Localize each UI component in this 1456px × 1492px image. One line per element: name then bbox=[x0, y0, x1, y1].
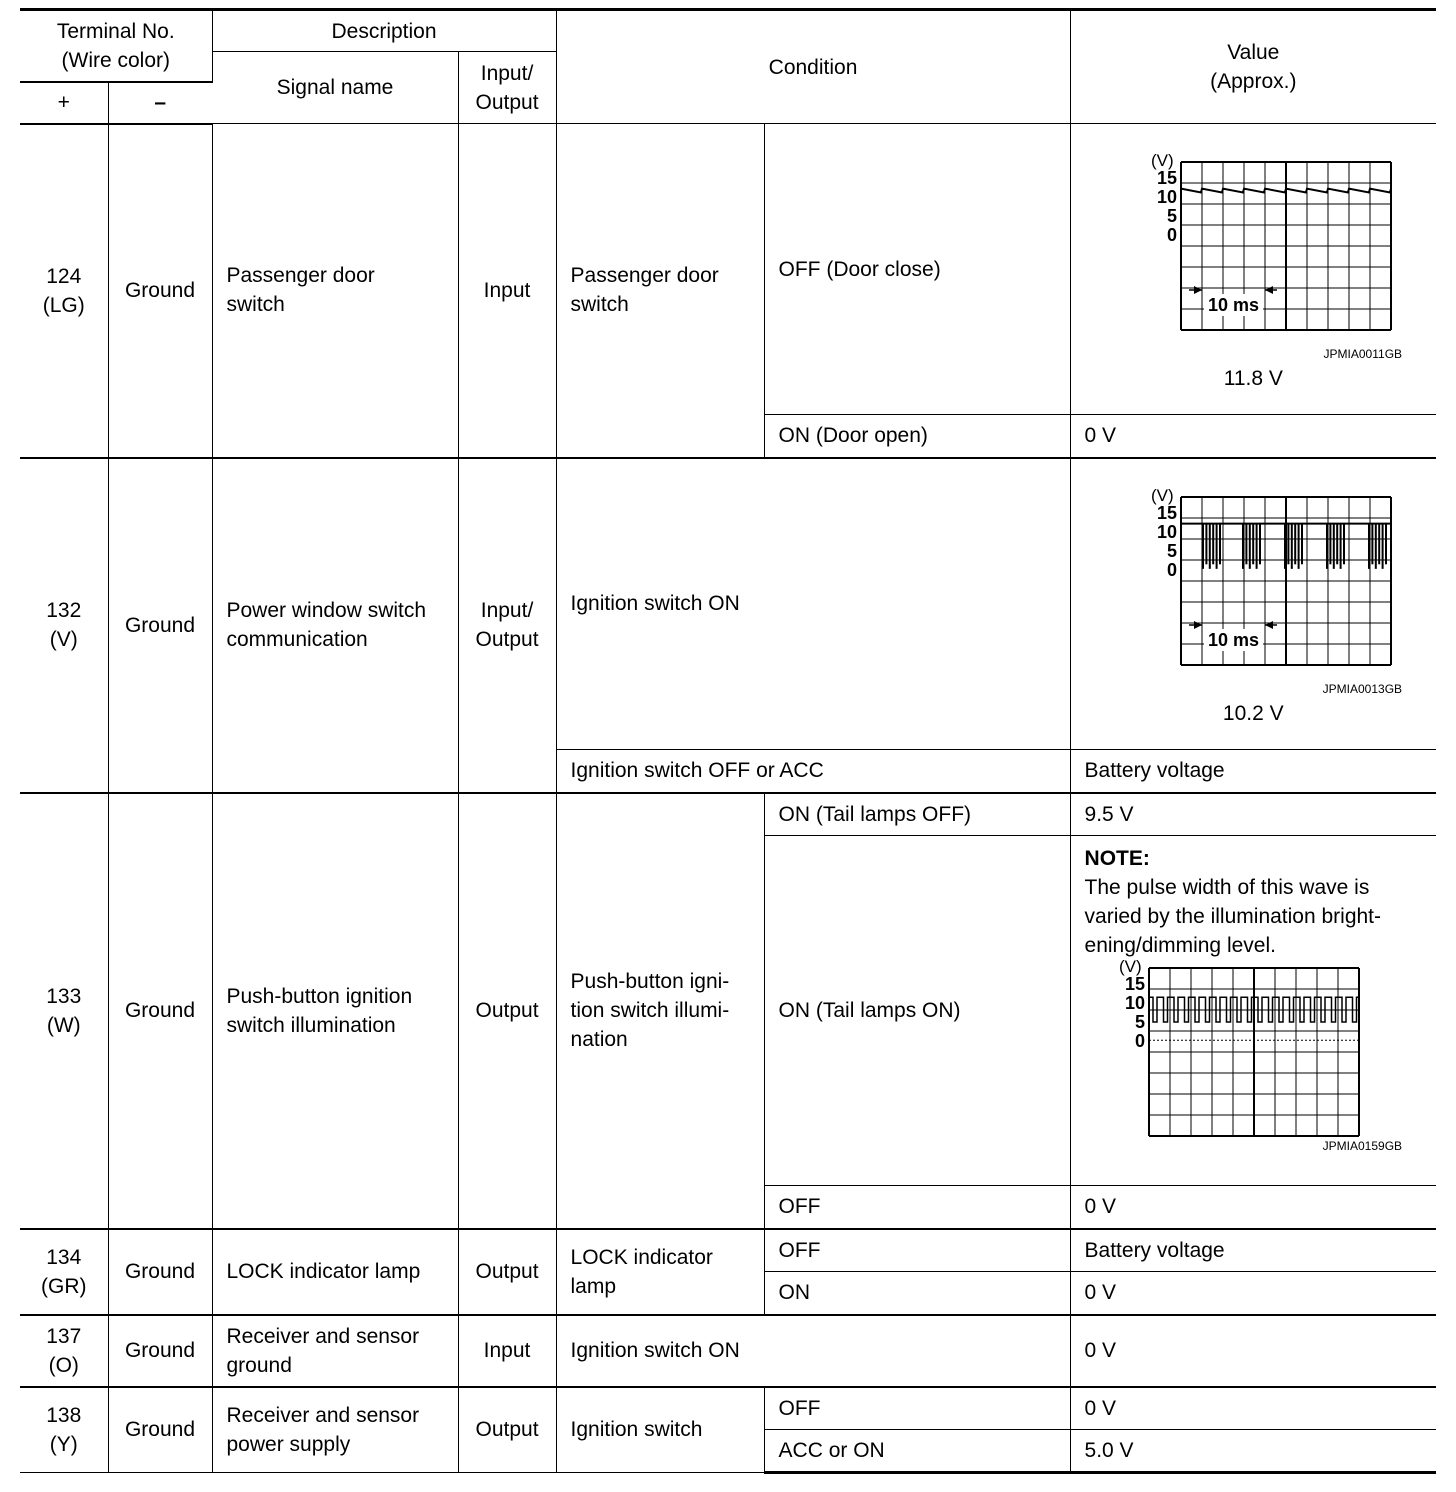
time-marker-arrow bbox=[1265, 286, 1273, 294]
y-tick-label: 0 bbox=[1134, 1031, 1145, 1051]
terminal-cell: 138 (Y) bbox=[20, 1387, 108, 1473]
time-marker-arrow bbox=[1194, 286, 1202, 294]
sub-condition-cell: OFF bbox=[764, 1229, 1070, 1272]
signal-name-cell: Power window switch communication bbox=[212, 458, 458, 793]
figure-code: JPMIA0011GB bbox=[1323, 347, 1403, 361]
signal-name-cell: Receiver and sensor power supply bbox=[212, 1387, 458, 1473]
io-cell: Input bbox=[458, 124, 556, 458]
header-value: Value (Approx.) bbox=[1070, 10, 1436, 124]
value-cell: 0 V bbox=[1070, 1272, 1436, 1315]
header-input-output: Input/ Output bbox=[458, 52, 556, 124]
value-cell: Battery voltage bbox=[1070, 1229, 1436, 1272]
io-cell: Input/ Output bbox=[458, 458, 556, 793]
condition-cell: Passenger door switch bbox=[556, 124, 764, 458]
ground-cell: Ground bbox=[108, 124, 212, 458]
sub-condition-cell: ON (Door open) bbox=[764, 415, 1070, 458]
header-signal-name: Signal name bbox=[212, 52, 458, 124]
header-description: Description bbox=[212, 10, 556, 52]
sub-condition-cell: OFF bbox=[764, 1186, 1070, 1229]
condition-cell: Ignition switch ON bbox=[556, 1315, 1070, 1387]
signal-name-cell: Receiver and sensor ground bbox=[212, 1315, 458, 1387]
ground-cell: Ground bbox=[108, 1229, 212, 1315]
note-cell bbox=[1070, 836, 1436, 1186]
measured-value: 11.8 V bbox=[1223, 367, 1283, 390]
value-cell: 0 V bbox=[1070, 1315, 1436, 1387]
sub-condition-cell: ON bbox=[764, 1272, 1070, 1315]
header-plus: + bbox=[20, 82, 108, 124]
sub-condition-cell: ON (Tail lamps OFF) bbox=[764, 793, 1070, 836]
y-tick-label: 10 bbox=[1124, 993, 1145, 1013]
ground-cell: Ground bbox=[108, 1315, 212, 1387]
axis-unit-label: (V) bbox=[1151, 485, 1174, 505]
oscilloscope-waveform bbox=[1103, 481, 1403, 681]
header-condition: Condition bbox=[556, 10, 1070, 124]
terminal-cell: 133 (W) bbox=[20, 793, 108, 1229]
waveform-cell bbox=[1070, 458, 1436, 750]
oscilloscope-waveform bbox=[1071, 960, 1371, 1138]
signal-name-cell: Push-button ignition switch illumination bbox=[212, 793, 458, 1229]
table-row-133 bbox=[20, 793, 1436, 836]
figure-code: JPMIA0013GB bbox=[1322, 681, 1403, 696]
terminal-table bbox=[20, 8, 1436, 1474]
condition-cell: LOCK indicator lamp bbox=[556, 1229, 764, 1315]
figure-code: JPMIA0159GB bbox=[1322, 1139, 1403, 1153]
value-cell: 0 V bbox=[1070, 1186, 1436, 1229]
signal-name-cell: LOCK indicator lamp bbox=[212, 1229, 458, 1315]
axis-unit-label: (V) bbox=[1151, 151, 1174, 170]
table-row-138 bbox=[20, 1387, 1436, 1430]
y-tick-label: 5 bbox=[1167, 540, 1178, 561]
io-cell: Output bbox=[458, 793, 556, 1229]
header-terminal-no: Terminal No. (Wire color) bbox=[20, 10, 212, 82]
terminal-cell: 137 (O) bbox=[20, 1315, 108, 1387]
y-tick-label: 15 bbox=[1157, 502, 1178, 523]
y-tick-label: 10 bbox=[1157, 187, 1178, 207]
condition-cell: Ignition switch ON bbox=[556, 458, 1070, 750]
y-tick-label: 10 bbox=[1157, 521, 1178, 542]
value-cell: Battery voltage bbox=[1070, 750, 1436, 793]
measured-value: 10.2 V bbox=[1222, 701, 1284, 725]
condition-cell: Ignition switch bbox=[556, 1387, 764, 1473]
value-cell: 0 V bbox=[1070, 415, 1436, 458]
condition-cell: Ignition switch OFF or ACC bbox=[556, 750, 1070, 793]
sub-condition-cell: OFF (Door close) bbox=[764, 124, 1070, 415]
y-tick-label: 0 bbox=[1167, 559, 1178, 580]
time-marker-arrow bbox=[1194, 621, 1202, 629]
terminal-cell: 132 (V) bbox=[20, 458, 108, 793]
y-tick-label: 0 bbox=[1167, 225, 1178, 245]
condition-cell: Push-button igni- tion switch illumi- nation bbox=[556, 793, 764, 1229]
table-row-134 bbox=[20, 1229, 1436, 1272]
y-tick-label: 5 bbox=[1167, 206, 1178, 226]
ground-cell: Ground bbox=[108, 793, 212, 1229]
signal-name-cell: Passenger door switch bbox=[212, 124, 458, 458]
io-cell: Output bbox=[458, 1387, 556, 1473]
sub-condition-cell: ACC or ON bbox=[764, 1430, 1070, 1473]
time-marker-arrow bbox=[1265, 621, 1273, 629]
note-text: The pulse width of this wave is varied by the illumination bright- ening/dimming level. bbox=[1084, 876, 1382, 957]
table-row-132 bbox=[20, 458, 1436, 750]
time-scale-label: 10 ms bbox=[1208, 295, 1260, 315]
waveform-cell bbox=[1070, 124, 1436, 415]
value-cell: 5.0 V bbox=[1070, 1430, 1436, 1473]
y-tick-label: 5 bbox=[1134, 1012, 1145, 1032]
sub-condition-cell: ON (Tail lamps ON) bbox=[764, 836, 1070, 1186]
terminal-cell: 124 (LG) bbox=[20, 124, 108, 458]
table-row-137 bbox=[20, 1315, 1436, 1387]
header-minus: – bbox=[108, 82, 212, 124]
value-cell: 9.5 V bbox=[1070, 793, 1436, 836]
axis-unit-label: (V) bbox=[1118, 960, 1142, 976]
y-tick-label: 15 bbox=[1124, 974, 1145, 994]
oscilloscope-waveform bbox=[1103, 146, 1403, 346]
io-cell: Output bbox=[458, 1229, 556, 1315]
ground-cell: Ground bbox=[108, 1387, 212, 1473]
io-cell: Input bbox=[458, 1315, 556, 1387]
sub-condition-cell: OFF bbox=[764, 1387, 1070, 1430]
y-tick-label: 15 bbox=[1157, 168, 1178, 188]
waveform-trace bbox=[1181, 189, 1391, 193]
ground-cell: Ground bbox=[108, 458, 212, 793]
table-row-124 bbox=[20, 124, 1436, 415]
value-cell: 0 V bbox=[1070, 1387, 1436, 1430]
note-title: NOTE: bbox=[1084, 847, 1150, 870]
time-scale-label: 10 ms bbox=[1208, 629, 1260, 650]
terminal-cell: 134 (GR) bbox=[20, 1229, 108, 1315]
